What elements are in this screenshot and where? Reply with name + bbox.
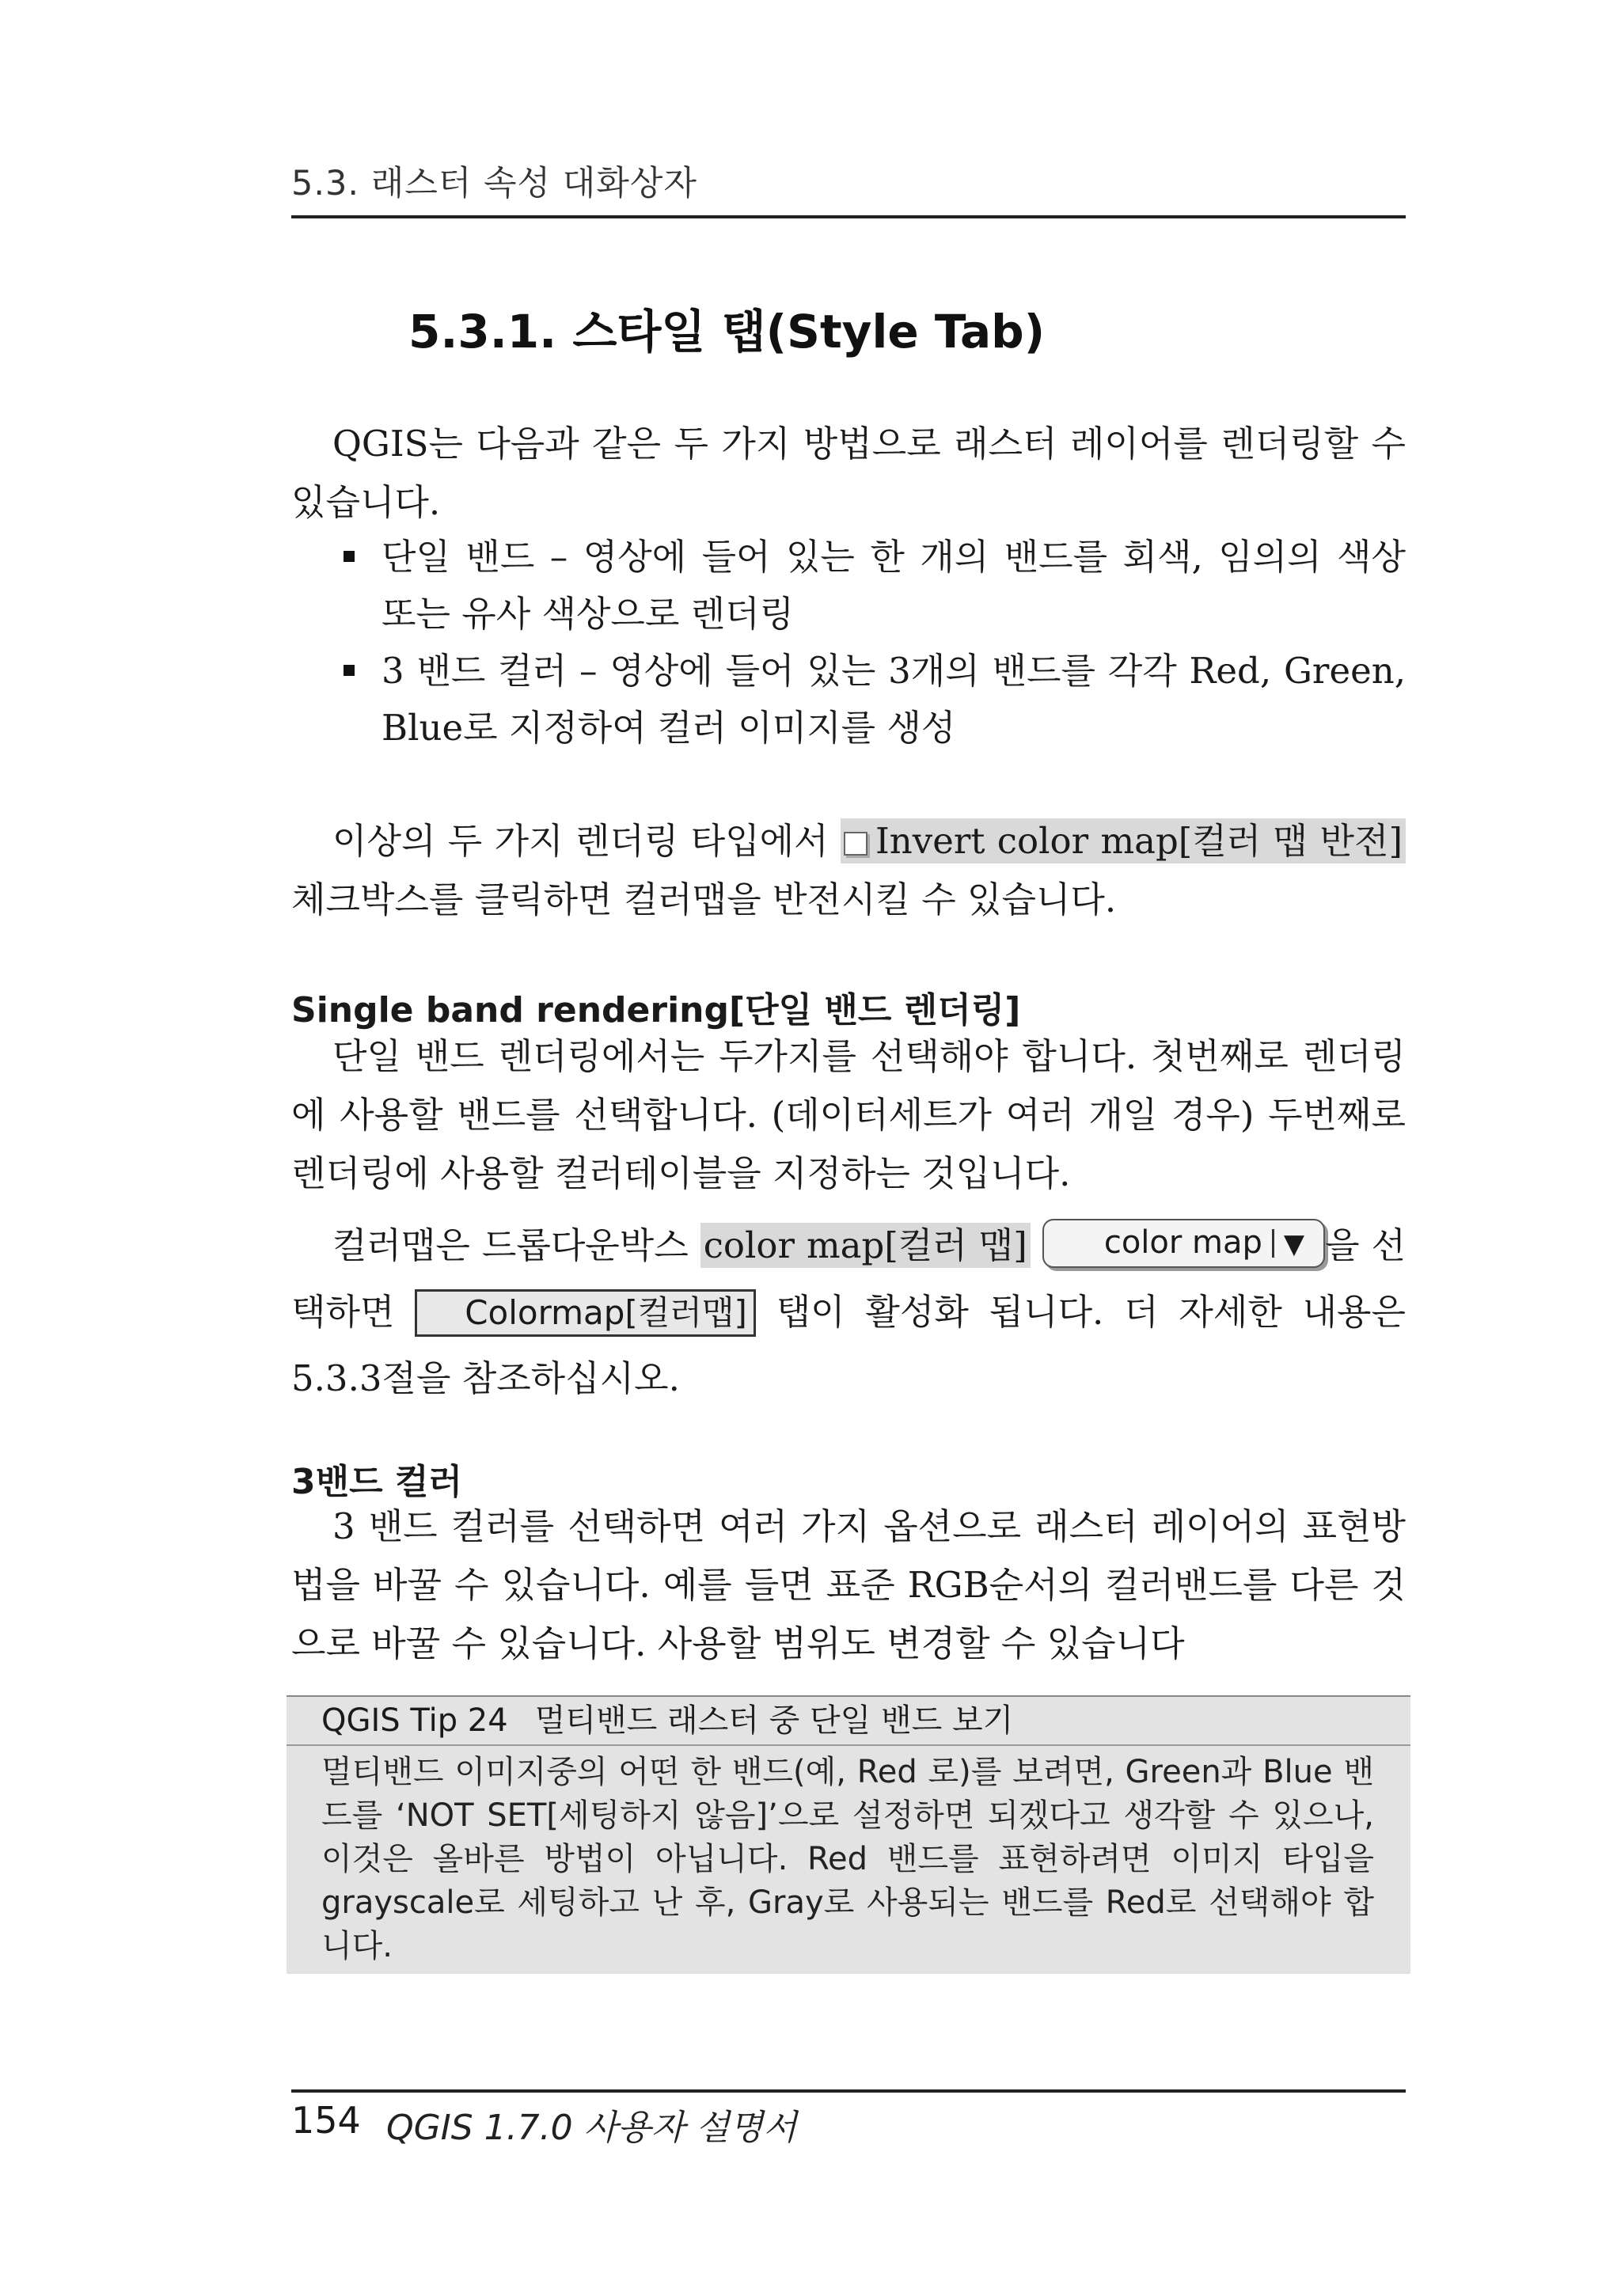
colormap-tab[interactable]: Colormap[컬러맵] — [415, 1289, 756, 1337]
bullet-text: 단일 밴드 – 영상에 들어 있는 한 개의 밴드를 회색, 임의의 색상 또는 유사 색상으로 렌더링 — [382, 536, 1406, 635]
invert-paragraph — [291, 812, 1406, 929]
color-map-dropdown[interactable] — [1042, 1219, 1325, 1268]
single-band-paragraph: 단일 밴드 렌더링에서는 두가지를 선택해야 합니다. 첫번째로 렌더링에 사용할 밴드를 선택합니다. (데이터세트가 여러 개일 경우) 두번째로 렌더링에 사용할 컬러테이블을 지정하는 것입니다. — [291, 1035, 1406, 1194]
dropdown-arrow-icon[interactable]: ▼ — [1283, 1228, 1305, 1260]
rendering-methods-list — [340, 529, 1406, 757]
tip-label: QGIS Tip 24 — [321, 1702, 508, 1739]
intro-paragraph: QGIS는 다음과 같은 두 가지 방법으로 래스터 레이어를 렌더링할 수 있습니다. — [291, 423, 1406, 523]
list-item — [340, 643, 1406, 757]
invert-text-before: 이상의 두 가지 렌더링 타입에서 — [332, 820, 841, 862]
invert-text-after: 체크박스를 클릭하면 컬러맵을 반전시킬 수 있습니다. — [291, 879, 1117, 920]
three-band-heading: 3밴드 컬러 — [291, 1462, 462, 1502]
color-map-dropdown-value: color map — [1103, 1224, 1262, 1261]
running-header: 5.3. 래스터 속성 대화상자 — [291, 164, 697, 203]
tip-body: 멀티밴드 이미지중의 어떤 한 밴드(예, Red 로)를 보려면, Green과 Blue 밴드를 ‘NOT SET[세팅하지 않음]’으로 설정하면 되겠다고 생각할 수 있으나, 이것은 올바른 방법이 아닙니다. Red 밴드를 표현하려면 이미지 타입을 grayscale로 세팅하고 난 후, Gray로 사용되는 밴드를 Red로 선택해야 합니다. — [321, 1754, 1374, 1964]
tip-mid-rule — [287, 1744, 1410, 1746]
tip-header — [321, 1698, 1013, 1743]
colormap-text-before: 컬러맵은 드롭다운박스 — [332, 1224, 700, 1266]
bullet-square-icon — [344, 665, 355, 676]
bullet-text: 3 밴드 컬러 – 영상에 들어 있는 3개의 밴드를 각각 Red, Green, Blue로 지정하여 컬러 이미지를 생성 — [382, 650, 1406, 749]
tip-title: 멀티밴드 래스터 중 단일 밴드 보기 — [534, 1702, 1014, 1739]
colormap-text-after: 탭이 활성화 됩니다. 더 자세한 내용은 5.3.3절을 참조하십시오. — [291, 1291, 1406, 1399]
footer-rule — [291, 2089, 1406, 2093]
book-title: QGIS 1.7.0 사용자 설명서 — [386, 2108, 797, 2148]
dropdown-separator — [1272, 1229, 1274, 1258]
colormap-text-mid: 을 선택하면 — [291, 1224, 1406, 1333]
section-title: 5.3.1. 스타일 탭(Style Tab) — [408, 305, 1046, 359]
page-number: 154 — [291, 2099, 361, 2142]
invert-color-map-checkbox[interactable] — [841, 818, 1406, 863]
colormap-paragraph — [291, 1213, 1406, 1412]
list-item — [340, 529, 1406, 643]
invert-checkbox-label: Invert color map[컬러 맵 반전] — [875, 820, 1403, 862]
header-rule — [291, 215, 1406, 218]
single-band-heading: Single band rendering[단일 밴드 렌더링] — [291, 990, 1021, 1030]
color-map-label: color map[컬러 맵] — [700, 1223, 1031, 1268]
tip-top-rule — [287, 1695, 1410, 1697]
checkbox-icon[interactable] — [844, 832, 867, 856]
three-band-paragraph: 3 밴드 컬러를 선택하면 여러 가지 옵션으로 래스터 레이어의 표현방법을 바꿀 수 있습니다. 예를 들면 표준 RGB순서의 컬러밴드를 다른 것으로 바꿀 수 있습니다. 사용할 범위도 변경할 수 있습니다 — [291, 1505, 1406, 1664]
bullet-square-icon — [344, 551, 355, 562]
